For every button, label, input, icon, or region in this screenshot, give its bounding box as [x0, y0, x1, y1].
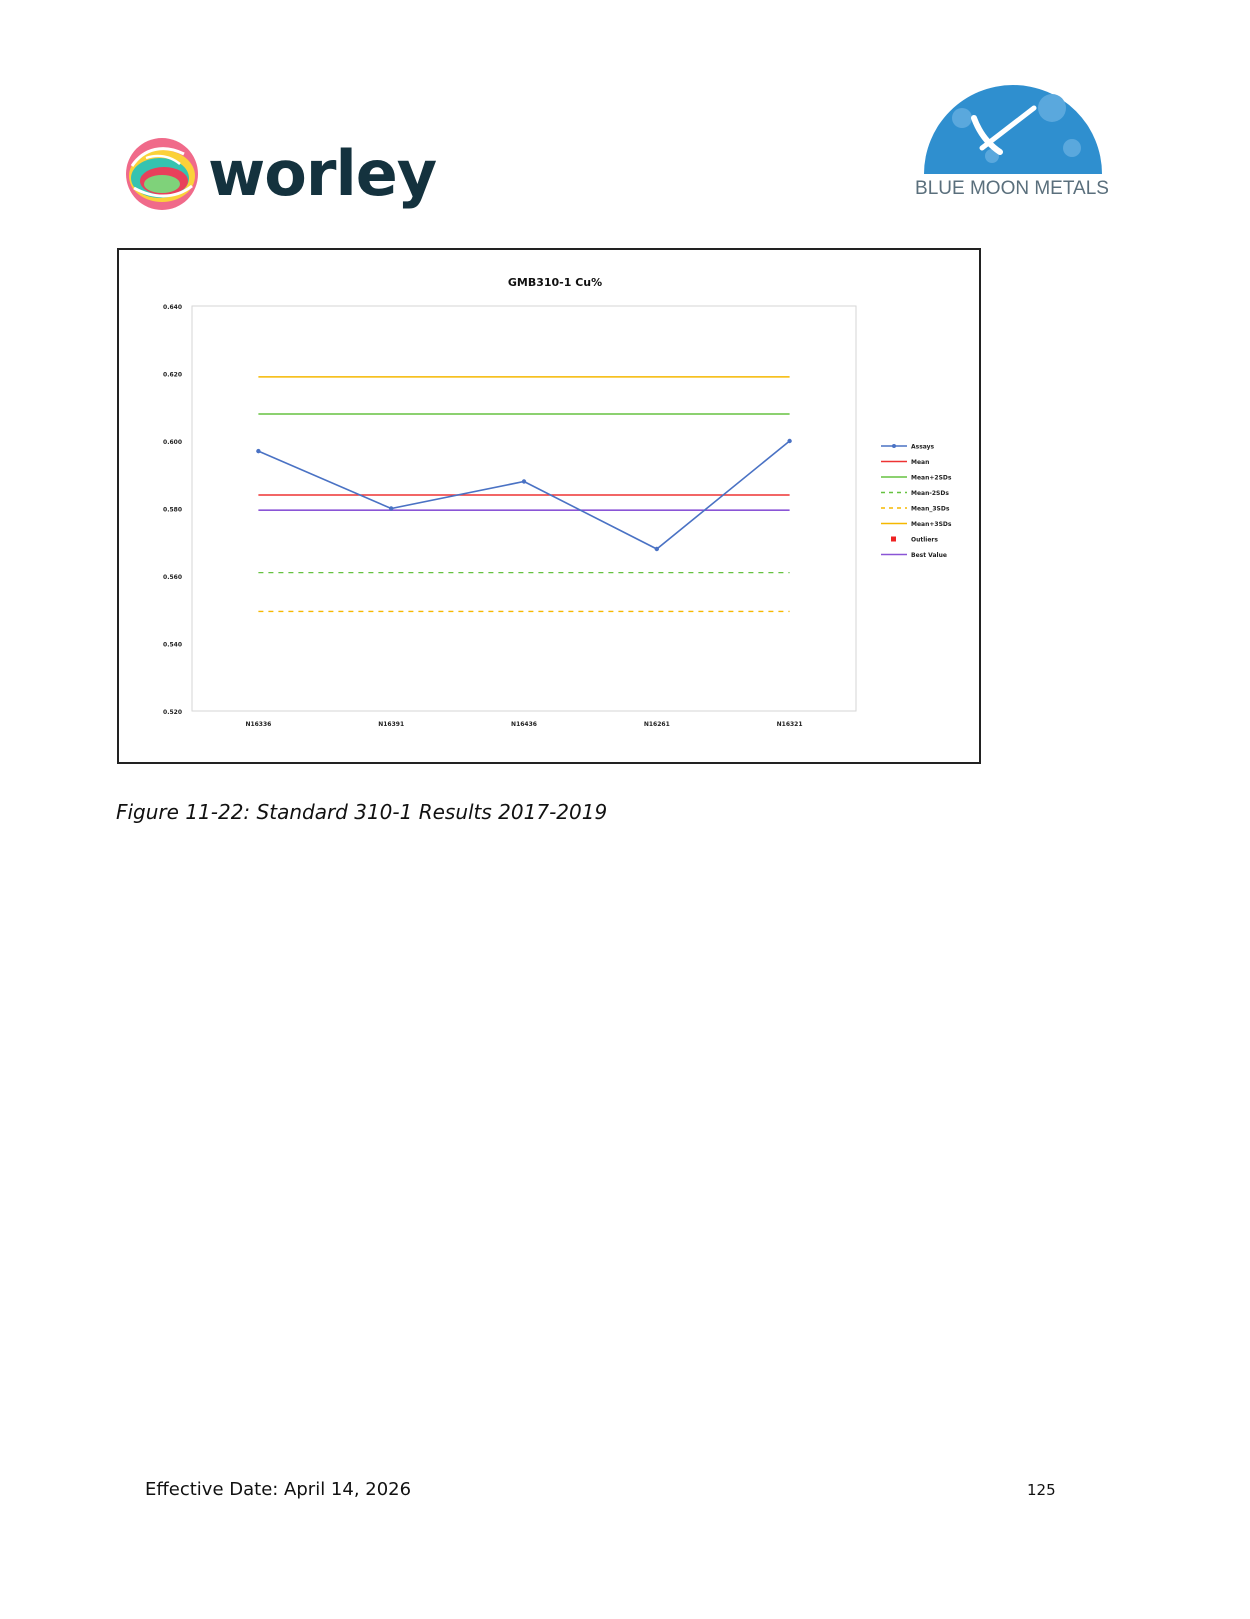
- worley-logo: [124, 134, 444, 214]
- effective-date: Effective Date: April 14, 2026: [145, 1479, 412, 1500]
- worley-swirl-icon: [124, 136, 200, 212]
- legend: [881, 444, 952, 560]
- y-tick-label: 0.600: [163, 439, 182, 446]
- legend-label: Mean+3SDs: [911, 521, 952, 528]
- moon-pickaxe-icon: [922, 78, 1104, 174]
- page-number: 125: [1027, 1481, 1056, 1499]
- assay-point: [389, 506, 393, 510]
- y-tick-label: 0.540: [163, 641, 182, 649]
- y-tick-label: 0.560: [163, 574, 182, 581]
- y-tick-label: 0.620: [163, 371, 182, 379]
- worley-wordmark: worley: [208, 137, 437, 210]
- assay-point: [256, 449, 260, 453]
- legend-marker: [892, 444, 896, 448]
- assay-point: [655, 547, 659, 551]
- plot-area: [192, 306, 856, 711]
- x-axis: [245, 721, 802, 728]
- legend-label: Outliers: [911, 536, 938, 544]
- legend-label: Mean: [911, 459, 930, 466]
- chart-title: GMB310-1 Cu%: [507, 276, 603, 289]
- y-axis: [163, 304, 182, 716]
- y-tick-label: 0.520: [163, 709, 182, 716]
- y-tick-label: 0.640: [163, 304, 182, 311]
- y-tick-label: 0.580: [163, 506, 182, 514]
- legend-swatch: [891, 537, 896, 542]
- legend-label: Mean+2SDs: [911, 474, 952, 482]
- x-tick-label: N16436: [511, 721, 537, 728]
- chart-frame: [117, 248, 981, 764]
- legend-label: Assays: [911, 443, 935, 451]
- assay-point: [787, 439, 791, 443]
- legend-label: Mean-2SDs: [911, 490, 949, 497]
- x-tick-label: N16391: [378, 721, 405, 728]
- qc-line-chart: [119, 250, 979, 762]
- blue-moon-metals-wordmark: BLUE MOON METALS: [915, 178, 1109, 199]
- x-tick-label: N16261: [643, 721, 670, 728]
- assay-point: [522, 479, 526, 483]
- blue-moon-metals-logo: [912, 78, 1112, 208]
- legend-label: Mean_3SDs: [911, 505, 950, 513]
- figure-caption: Figure 11-22: Standard 310-1 Results 2017-2019: [116, 800, 608, 824]
- x-tick-label: N16321: [776, 721, 803, 728]
- legend-label: Best Value: [911, 552, 947, 559]
- x-tick-label: N16336: [245, 721, 272, 728]
